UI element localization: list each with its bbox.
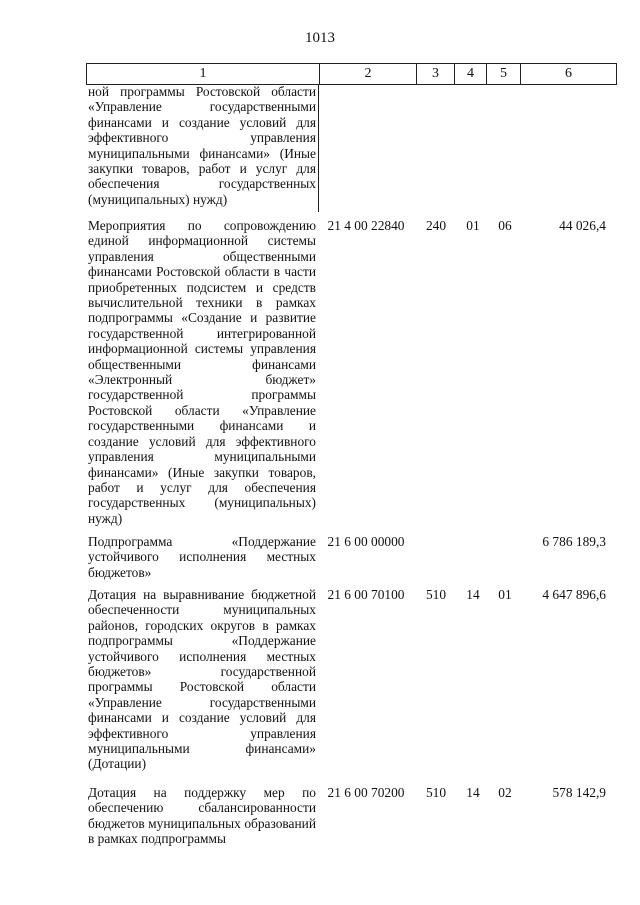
row-description: Подпрограмма «Поддержание устойчивого исполнения местных бюджетов» — [88, 534, 316, 580]
column-header-1: 1 — [87, 64, 320, 85]
column-header-6: 6 — [521, 64, 617, 85]
row-expense-type: 510 — [425, 785, 447, 800]
row-code: 21 6 00 00000 — [327, 534, 405, 549]
row-section: 14 — [466, 587, 480, 602]
row-code: 21 4 00 22840 — [327, 218, 405, 233]
row-amount: 6 786 189,3 — [542, 534, 606, 549]
row-amount: 44 026,4 — [559, 218, 606, 233]
row-description: Дотация на поддержку мер по обеспечению сбалансированности бюджетов муниципальных образований в рамках подпрограммы — [88, 785, 316, 847]
table-row — [86, 587, 616, 785]
page-number: 1013 — [305, 30, 335, 46]
column-header-2: 2 — [320, 64, 417, 85]
table-row — [86, 534, 616, 587]
row-subsection: 06 — [498, 218, 512, 233]
row-amount: 4 647 896,6 — [542, 587, 606, 602]
column-header-3: 3 — [417, 64, 455, 85]
budget-rows — [86, 84, 616, 855]
row-code: 21 6 00 70200 — [327, 785, 405, 800]
row-expense-type: 510 — [425, 587, 447, 602]
row-expense-type: 240 — [425, 218, 447, 233]
table-row — [86, 785, 616, 855]
row-subsection: 01 — [498, 587, 512, 602]
row-section: 01 — [466, 218, 480, 233]
column-header-4: 4 — [455, 64, 487, 85]
row-code: 21 6 00 70100 — [327, 587, 405, 602]
row-description: Мероприятия по сопровождению единой информационной системы управления общественными финансами Ростовской области в части приобретенных подсистем и средств вычислительной техники в рамках подпрограммы «Создание и развитие государственной интегрированной информационной системы управления общественными финансами «Электронный бюджет» государственной программы Ростовской области «Управление государственными финансами и создание условий для эффективного управления муниципальными финансами» (Иные закупки товаров, работ и услуг для обеспечения государственных (муниципальных) нужд) — [88, 218, 316, 526]
row-subsection: 02 — [498, 785, 512, 800]
row-description: Дотация на выравнивание бюджетной обеспеченности муниципальных районов, городских округов в рамках подпрограммы «Поддержание устойчивого исполнения местных бюджетов» государственной программы Ростовской области «Управление государственными финансами и создание условий для эффективного управления муниципальными финансами» (Дотации) — [88, 587, 316, 772]
row-amount: 578 142,9 — [552, 785, 606, 800]
row-section: 14 — [466, 785, 480, 800]
column-header-5: 5 — [487, 64, 521, 85]
column-header-table — [86, 63, 617, 85]
row-description: ной программы Ростовской области «Управление государственными финансами и создание условий для эффективного управления муниципальными финансами» (Иные закупки товаров, работ и услуг для обеспечения государственных (муниципальных) нужд) — [88, 84, 316, 207]
table-row — [86, 218, 616, 534]
table-row — [86, 84, 616, 218]
